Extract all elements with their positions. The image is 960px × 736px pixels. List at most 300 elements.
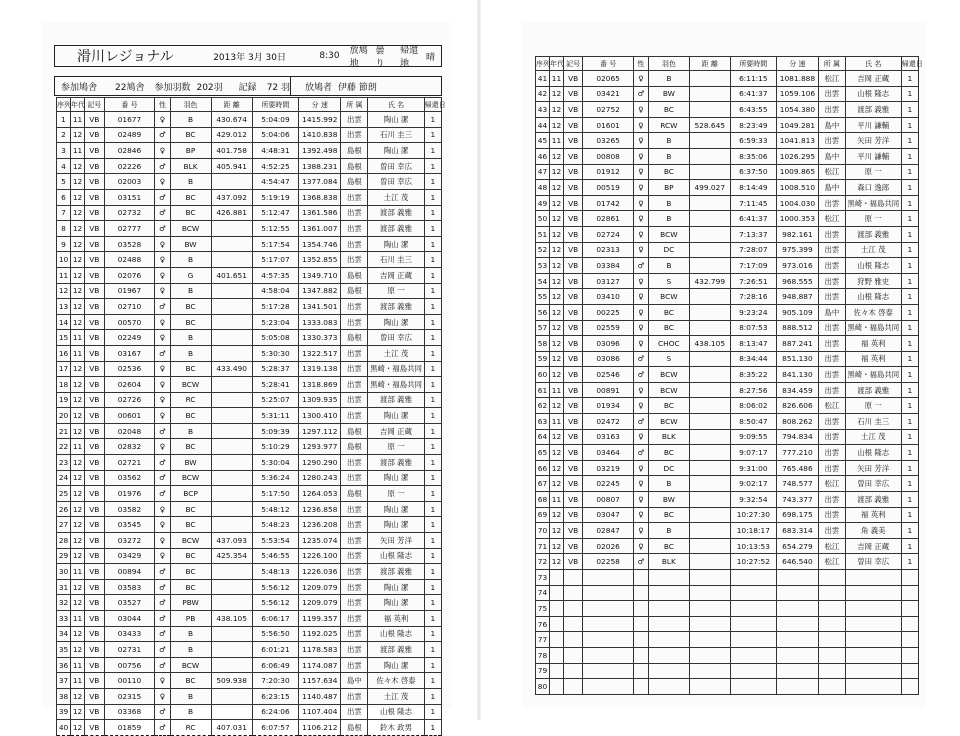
cell-distance xyxy=(689,632,730,648)
cell-sex: ♂ xyxy=(155,127,170,143)
cell-year: 12 xyxy=(71,533,85,549)
cell-speed xyxy=(776,647,818,663)
header-rank: 序列 xyxy=(536,57,550,71)
cell-sex: ♂ xyxy=(155,455,170,471)
table-row xyxy=(57,501,442,517)
cell-owner: 陶山 潔 xyxy=(368,236,424,252)
cell-ring-number: 03127 xyxy=(583,273,634,289)
table-row xyxy=(536,460,919,476)
cell-speed: 1290.290 xyxy=(299,455,341,471)
cell-owner: 山根 隆志 xyxy=(845,289,901,305)
cell-affiliation: 出雲 xyxy=(341,392,368,408)
cell-color: BC xyxy=(648,445,689,461)
cell-year: 12 xyxy=(71,127,85,143)
cell-distance xyxy=(689,351,730,367)
cell-return-day: 1 xyxy=(424,704,441,720)
cell-color: BC xyxy=(648,164,689,180)
cell-flight-time: 7:26:51 xyxy=(730,273,776,289)
cell-owner xyxy=(845,601,901,617)
cell-sex: ♂ xyxy=(155,189,170,205)
cell-affiliation: 出雲 xyxy=(818,133,845,149)
cell-distance xyxy=(211,439,252,455)
cell-distance xyxy=(689,445,730,461)
cell-return-day: 1 xyxy=(901,476,918,492)
table-row xyxy=(57,657,442,673)
cell-ring-number: 03219 xyxy=(583,460,634,476)
birds-label: 参加羽数 xyxy=(154,82,191,93)
cell-year: 12 xyxy=(71,517,85,533)
release-weather-label: 放鳩地 xyxy=(349,46,368,69)
cell-owner: 渡部 義雅 xyxy=(368,299,424,315)
cell-owner: 土江 茂 xyxy=(368,189,424,205)
table-row xyxy=(536,367,919,383)
table-row xyxy=(536,492,919,508)
cell-color: BLK xyxy=(648,554,689,570)
cell-code: VB xyxy=(85,174,104,190)
cell-code: VB xyxy=(563,180,582,196)
cell-affiliation: 島根 xyxy=(341,283,368,299)
cell-year: 12 xyxy=(549,523,563,539)
cell-flight-time: 8:34:44 xyxy=(730,351,776,367)
cell-year: 11 xyxy=(549,492,563,508)
cell-owner: 山根 隆志 xyxy=(845,258,901,274)
cell-affiliation xyxy=(818,647,845,663)
cell-rank: 31 xyxy=(57,579,71,595)
cell-distance xyxy=(689,289,730,305)
cell-code: VB xyxy=(563,211,582,227)
cell-sex: ♀ xyxy=(155,174,170,190)
cell-affiliation: 松江 xyxy=(818,164,845,180)
cell-speed: 1333.083 xyxy=(299,314,341,330)
header-year: 年代 xyxy=(549,57,563,71)
cell-code: VB xyxy=(563,398,582,414)
cell-speed xyxy=(776,616,818,632)
cell-owner: 福 英利 xyxy=(368,611,424,627)
cell-distance xyxy=(689,585,730,601)
cell-year: 12 xyxy=(549,164,563,180)
cell-rank: 7 xyxy=(57,205,71,221)
cell-sex: ♀ xyxy=(155,439,170,455)
cell-speed: 1140.487 xyxy=(299,688,341,704)
results-table-right xyxy=(535,56,923,695)
cell-distance xyxy=(689,507,730,523)
table-row xyxy=(57,720,442,736)
cell-owner: 吉岡 正蔵 xyxy=(845,538,901,554)
record-label: 記録 xyxy=(238,82,257,93)
table-row xyxy=(536,414,919,430)
cell-affiliation: 松江 xyxy=(818,554,845,570)
cell-color: B xyxy=(170,283,211,299)
cell-ring-number: 03421 xyxy=(583,86,634,102)
cell-speed: 1107.404 xyxy=(299,704,341,720)
cell-distance: 437.092 xyxy=(211,189,252,205)
cell-return-day: 1 xyxy=(901,273,918,289)
table-row xyxy=(57,299,442,315)
cell-code: VB xyxy=(85,564,104,580)
cell-code: VB xyxy=(85,189,104,205)
cell-speed: 1415.992 xyxy=(299,112,341,128)
cell-code: VB xyxy=(85,486,104,502)
cell-owner: 福 英利 xyxy=(845,507,901,523)
cell-code: VB xyxy=(85,439,104,455)
table-row xyxy=(57,361,442,377)
cell-rank: 69 xyxy=(536,507,550,523)
cell-sex: ♀ xyxy=(633,382,648,398)
cell-owner: 原 一 xyxy=(368,486,424,502)
cell-year: 12 xyxy=(71,377,85,393)
cell-return-day: 1 xyxy=(901,367,918,383)
cell-speed: 1341.501 xyxy=(299,299,341,315)
cell-year: 11 xyxy=(71,330,85,346)
cell-year: 12 xyxy=(549,445,563,461)
cell-code: VB xyxy=(85,221,104,237)
cell-year: 12 xyxy=(71,158,85,174)
cell-color: B xyxy=(170,330,211,346)
cell-sex: ♀ xyxy=(155,501,170,517)
cell-speed: 1388.231 xyxy=(299,158,341,174)
cell-owner: 陶山 潔 xyxy=(368,595,424,611)
cell-rank: 60 xyxy=(536,367,550,383)
cell-distance xyxy=(689,616,730,632)
cell-flight-time: 5:09:39 xyxy=(252,423,299,439)
cell-affiliation: 出雲 xyxy=(341,221,368,237)
cell-sex: ♀ xyxy=(155,112,170,128)
cell-color xyxy=(648,663,689,679)
cell-flight-time: 5:36:24 xyxy=(252,470,299,486)
cell-distance: 433.490 xyxy=(211,361,252,377)
cell-return-day: 1 xyxy=(901,336,918,352)
header-affiliation: 所 属 xyxy=(818,57,845,71)
cell-owner xyxy=(845,632,901,648)
cell-flight-time: 9:23:24 xyxy=(730,304,776,320)
table-row xyxy=(57,112,442,128)
cell-color: BC xyxy=(170,564,211,580)
cell-year: 12 xyxy=(549,226,563,242)
cell-distance xyxy=(689,414,730,430)
cell-owner: 角 義美 xyxy=(845,523,901,539)
cell-owner: 陶山 潔 xyxy=(368,408,424,424)
cell-flight-time: 4:48:31 xyxy=(252,143,299,159)
cell-return-day: 1 xyxy=(424,673,441,689)
cell-return-day: 1 xyxy=(424,205,441,221)
cell-flight-time: 10:18:17 xyxy=(730,523,776,539)
header-ring-number: 番 号 xyxy=(104,98,155,112)
cell-ring-number xyxy=(583,570,634,586)
cell-distance: 401.651 xyxy=(211,267,252,283)
cell-distance: 429.012 xyxy=(211,127,252,143)
cell-ring-number: 02847 xyxy=(583,523,634,539)
cell-rank: 37 xyxy=(57,673,71,689)
cell-owner: 土江 茂 xyxy=(845,429,901,445)
cell-year: 11 xyxy=(71,564,85,580)
cell-year: 12 xyxy=(71,423,85,439)
cell-color: BC xyxy=(170,299,211,315)
cell-ring-number: 02861 xyxy=(583,211,634,227)
cell-code: VB xyxy=(85,314,104,330)
cell-return-day: 1 xyxy=(424,423,441,439)
cell-distance: 438.105 xyxy=(211,611,252,627)
cell-flight-time: 7:17:09 xyxy=(730,258,776,274)
cell-ring-number: 02226 xyxy=(104,158,155,174)
cell-code xyxy=(563,663,582,679)
cell-color: BC xyxy=(170,548,211,564)
cell-sex: ♀ xyxy=(633,242,648,258)
cell-speed: 743.377 xyxy=(776,492,818,508)
cell-year xyxy=(549,632,563,648)
cell-color: BC xyxy=(648,507,689,523)
cell-speed: 683.314 xyxy=(776,523,818,539)
cell-distance xyxy=(211,330,252,346)
cell-code: VB xyxy=(563,86,582,102)
cell-sex: ♀ xyxy=(155,548,170,564)
cell-owner: 渡部 義雅 xyxy=(845,492,901,508)
cell-ring-number: 01859 xyxy=(104,720,155,736)
cell-year: 12 xyxy=(71,392,85,408)
cell-flight-time: 5:12:55 xyxy=(252,221,299,237)
cell-ring-number: 01976 xyxy=(104,486,155,502)
cell-distance xyxy=(211,486,252,502)
cell-return-day: 1 xyxy=(424,221,441,237)
cell-return-day: 1 xyxy=(424,299,441,315)
cell-return-day xyxy=(901,570,918,586)
cell-ring-number: 02245 xyxy=(583,476,634,492)
cell-speed: 1209.079 xyxy=(299,595,341,611)
cell-speed: 1199.357 xyxy=(299,611,341,627)
cell-affiliation: 出雲 xyxy=(341,345,368,361)
cell-year: 11 xyxy=(549,71,563,87)
cell-distance xyxy=(211,455,252,471)
cell-rank: 52 xyxy=(536,242,550,258)
cell-owner: 原 一 xyxy=(845,211,901,227)
cell-return-day: 1 xyxy=(424,361,441,377)
cell-flight-time: 10:13:53 xyxy=(730,538,776,554)
cell-year: 11 xyxy=(549,382,563,398)
cell-rank: 3 xyxy=(57,143,71,159)
cell-owner: 福 英利 xyxy=(845,336,901,352)
cell-speed: 888.512 xyxy=(776,320,818,336)
cell-year: 11 xyxy=(549,414,563,430)
cell-speed: 1008.510 xyxy=(776,180,818,196)
header-color: 羽色 xyxy=(170,98,211,112)
cell-distance xyxy=(689,304,730,320)
cell-color: BCW xyxy=(170,470,211,486)
cell-owner: 陶山 潔 xyxy=(368,657,424,673)
cell-affiliation: 出雲 xyxy=(341,611,368,627)
cell-year: 12 xyxy=(549,398,563,414)
cell-return-day: 1 xyxy=(901,320,918,336)
cell-color: BW xyxy=(170,236,211,252)
cell-ring-number: 03384 xyxy=(583,258,634,274)
cell-color: B xyxy=(648,71,689,87)
cell-speed: 698.175 xyxy=(776,507,818,523)
cell-return-day: 1 xyxy=(424,720,441,736)
cell-rank: 58 xyxy=(536,336,550,352)
cell-ring-number: 03163 xyxy=(583,429,634,445)
cell-affiliation: 島根 xyxy=(341,423,368,439)
cell-return-day: 1 xyxy=(901,195,918,211)
cell-owner: 曽田 幸広 xyxy=(845,554,901,570)
cell-rank: 10 xyxy=(57,252,71,268)
cell-code: VB xyxy=(85,127,104,143)
cell-return-day: 1 xyxy=(424,595,441,611)
cell-speed: 905.109 xyxy=(776,304,818,320)
cell-color xyxy=(648,616,689,632)
cell-speed: 765.486 xyxy=(776,460,818,476)
cell-flight-time: 5:28:41 xyxy=(252,377,299,393)
cell-distance xyxy=(689,647,730,663)
cell-owner: 平川 謙輔 xyxy=(845,117,901,133)
cell-return-day: 1 xyxy=(901,289,918,305)
cell-ring-number xyxy=(583,647,634,663)
cell-color: BC xyxy=(170,439,211,455)
cell-speed: 1226.100 xyxy=(299,548,341,564)
cell-ring-number: 00110 xyxy=(104,673,155,689)
header-affiliation: 所 属 xyxy=(341,98,368,112)
cell-affiliation: 出雲 xyxy=(818,226,845,242)
cell-ring-number: 02249 xyxy=(104,330,155,346)
cell-affiliation: 松江 xyxy=(818,476,845,492)
header-color: 羽色 xyxy=(648,57,689,71)
cell-rank: 61 xyxy=(536,382,550,398)
cell-code: VB xyxy=(85,408,104,424)
cell-year: 12 xyxy=(549,476,563,492)
cell-color: PBW xyxy=(170,595,211,611)
cell-color: B xyxy=(648,148,689,164)
cell-speed: 1009.865 xyxy=(776,164,818,180)
cell-return-day: 1 xyxy=(901,117,918,133)
cell-distance xyxy=(211,517,252,533)
cell-ring-number: 01912 xyxy=(583,164,634,180)
cell-sex: ♀ xyxy=(155,236,170,252)
cell-owner: 石川 圭三 xyxy=(368,127,424,143)
cell-ring-number: 00519 xyxy=(583,180,634,196)
cell-distance xyxy=(211,377,252,393)
cell-speed: 748.577 xyxy=(776,476,818,492)
cell-rank: 42 xyxy=(536,86,550,102)
cell-affiliation: 松江 xyxy=(818,398,845,414)
cell-sex: ♀ xyxy=(155,517,170,533)
table-row xyxy=(536,538,919,554)
cell-color: BC xyxy=(170,205,211,221)
cell-color: B xyxy=(648,133,689,149)
cell-year: 12 xyxy=(549,273,563,289)
cell-color: BCW xyxy=(170,533,211,549)
cell-affiliation: 出雲 xyxy=(341,595,368,611)
cell-owner: 土江 茂 xyxy=(368,345,424,361)
cell-speed: 982.161 xyxy=(776,226,818,242)
table-row xyxy=(536,445,919,461)
cell-speed xyxy=(776,679,818,695)
table-row xyxy=(57,704,442,720)
cell-code: VB xyxy=(563,367,582,383)
cell-sex: ♂ xyxy=(633,445,648,461)
cell-sex: ♀ xyxy=(633,148,648,164)
cell-return-day: 1 xyxy=(901,554,918,570)
cell-owner: 陶山 潔 xyxy=(368,470,424,486)
cell-flight-time: 8:27:56 xyxy=(730,382,776,398)
cell-owner: 渡部 義雅 xyxy=(845,226,901,242)
cell-code xyxy=(563,679,582,695)
cell-year: 12 xyxy=(549,460,563,476)
cell-rank: 15 xyxy=(57,330,71,346)
cell-flight-time xyxy=(730,663,776,679)
cell-distance xyxy=(689,164,730,180)
cell-code: VB xyxy=(563,117,582,133)
cell-rank: 64 xyxy=(536,429,550,445)
cell-flight-time: 6:06:17 xyxy=(252,611,299,627)
cell-flight-time: 7:13:37 xyxy=(730,226,776,242)
header-speed: 分 速 xyxy=(299,98,341,112)
cell-flight-time: 5:53:54 xyxy=(252,533,299,549)
cell-flight-time: 5:48:13 xyxy=(252,564,299,580)
cell-code: VB xyxy=(85,455,104,471)
cell-speed xyxy=(776,601,818,617)
cell-code: VB xyxy=(563,102,582,118)
cell-affiliation: 出雲 xyxy=(818,523,845,539)
cell-return-day: 1 xyxy=(424,486,441,502)
liberator-label: 放鳩者 xyxy=(290,77,332,95)
header-ring-number: 番 号 xyxy=(583,57,634,71)
club-name: 滑川レジョナル xyxy=(77,49,174,65)
cell-distance: 432.799 xyxy=(689,273,730,289)
cell-year: 11 xyxy=(71,143,85,159)
table-header xyxy=(57,98,442,112)
cell-color: S xyxy=(648,273,689,289)
cell-distance xyxy=(689,211,730,227)
cell-distance xyxy=(211,564,252,580)
cell-owner: 福 英利 xyxy=(845,351,901,367)
cell-distance xyxy=(211,626,252,642)
cell-year: 12 xyxy=(71,720,85,736)
cell-ring-number: 03583 xyxy=(104,579,155,595)
cell-return-day: 1 xyxy=(424,377,441,393)
cell-sex: ♀ xyxy=(155,143,170,159)
cell-flight-time: 5:30:30 xyxy=(252,345,299,361)
cell-affiliation: 出雲 xyxy=(818,320,845,336)
cell-sex: ♀ xyxy=(155,377,170,393)
cell-year xyxy=(549,616,563,632)
cell-color: BP xyxy=(648,180,689,196)
cell-owner: 吉岡 正蔵 xyxy=(368,267,424,283)
cell-owner: 渡部 義雅 xyxy=(845,102,901,118)
cell-rank: 34 xyxy=(57,626,71,642)
cell-ring-number: 02315 xyxy=(104,688,155,704)
cell-speed: 1368.838 xyxy=(299,189,341,205)
table-row xyxy=(57,533,442,549)
cell-rank: 76 xyxy=(536,616,550,632)
cell-return-day: 1 xyxy=(901,258,918,274)
table-header xyxy=(536,57,919,71)
cell-speed: 808.262 xyxy=(776,414,818,430)
cell-distance xyxy=(689,320,730,336)
cell-code: VB xyxy=(85,205,104,221)
cell-distance xyxy=(211,657,252,673)
cell-distance xyxy=(689,242,730,258)
cell-flight-time: 5:17:07 xyxy=(252,252,299,268)
cell-speed: 1293.977 xyxy=(299,439,341,455)
cell-flight-time: 5:31:11 xyxy=(252,408,299,424)
cell-color: B xyxy=(170,345,211,361)
cell-ring-number: 00601 xyxy=(104,408,155,424)
cell-affiliation: 島中 xyxy=(341,673,368,689)
header-year: 年代 xyxy=(71,98,85,112)
cell-owner: 狩野 雅史 xyxy=(845,273,901,289)
cell-ring-number: 03096 xyxy=(583,336,634,352)
cell-color: B xyxy=(170,423,211,439)
cell-code: VB xyxy=(85,579,104,595)
cell-rank: 13 xyxy=(57,299,71,315)
cell-code: VB xyxy=(563,414,582,430)
